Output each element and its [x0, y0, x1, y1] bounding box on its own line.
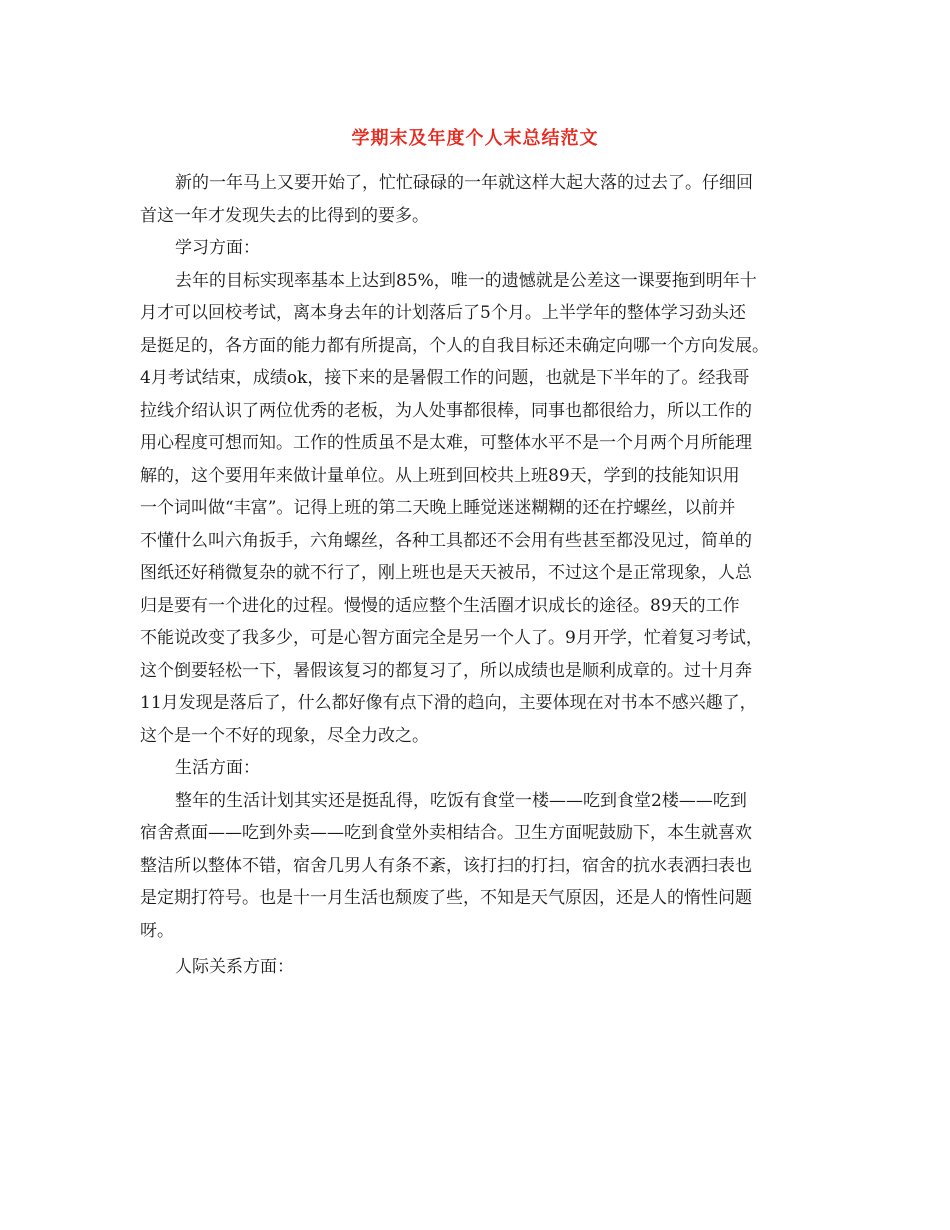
paragraph-line: 图纸还好稍微复杂的就不行了，刚上班也是天天被吊，不过这个是正常现象，人总: [140, 563, 752, 583]
paragraph-line: 归是要有一个进化的过程。慢慢的适应整个生活圈才识成长的途径。89天的工作: [140, 595, 740, 616]
paragraph-line: 整洁所以整体不错，宿舍几男人有条不紊，该打扫的打扫，宿舍的抗水表洒扫表也: [140, 855, 752, 876]
paragraph-line: 新的一年马上又要开始了，忙忙碌碌的一年就这样大起大落的过去了。仔细回: [175, 173, 753, 193]
paragraph-line: 11月发现是落后了，什么都好像有点下滑的趋向，主要体现在对书本不感兴趣了，: [140, 693, 757, 713]
paragraph-line: 用心程度可想而知。工作的性质虽不是太难，可整体水平不是一个月两个月所能理: [140, 433, 752, 453]
paragraph-line: 宿舍煮面——吃到外卖——吃到食堂外卖相结合。卫生方面呢鼓励下，本生就喜欢: [140, 823, 752, 843]
paragraph-line: 生活方面：: [175, 758, 260, 778]
paragraph-line: 首这一年才发现失去的比得到的要多。: [140, 205, 429, 226]
paragraph-line: 这个倒要轻松一下，暑假该复习的都复习了，所以成绩也是顺利成章的。过十月奔: [140, 660, 752, 681]
paragraph-line: 是挺足的，各方面的能力都有所提高，个人的自我目标还未确定向哪一个方向发展。: [140, 335, 769, 356]
paragraph-line: 人际关系方面：: [175, 957, 294, 977]
paragraph-line: 拉线介绍认识了两位优秀的老板，为人处事都很棒，同事也都很给力，所以工作的: [140, 400, 752, 421]
paragraph-line: 整年的生活计划其实还是挺乱得，吃饭有食堂一楼——吃到食堂2楼——吃到: [175, 790, 747, 811]
paragraph-line: 月才可以回校考试，离本身去年的计划落后了5个月。上半学年的整体学习劲头还: [140, 303, 746, 323]
paragraph-line: 4月考试结束，成绩ok，接下来的是暑假工作的问题，也就是下半年的了。经我哥: [140, 368, 750, 388]
paragraph-line: 这个是一个不好的现象，尽全力改之。: [140, 725, 429, 746]
paragraph-line: 学习方面：: [175, 238, 260, 258]
paragraph-line: 不能说改变了我多少，可是心智方面完全是另一个人了。9月开学，忙着复习考试，: [140, 628, 763, 648]
paragraph-line: 是定期打符号。也是十一月生活也颓废了些，不知是天气原因，还是人的惰性问题: [140, 888, 752, 908]
paragraph-line: 一个词叫做“丰富”。记得上班的第二天晚上睡觉迷迷糊糊的还在拧螺丝，以前并: [140, 498, 736, 518]
paragraph-line: 去年的目标实现率基本上达到85%，唯一的遗憾就是公差这一课要拖到明年十: [175, 270, 757, 291]
paragraph-line: 不懂什么叫六角扳手，六角螺丝，各种工具都还不会用有些甚至都没见过，简单的: [140, 530, 752, 551]
paragraph-line: 呀。: [140, 920, 174, 941]
paragraph-line: 解的，这个要用年来做计量单位。从上班到回校共上班89天，学到的技能知识用: [140, 465, 740, 486]
document-title: 学期末及年度个人末总结范文: [351, 128, 599, 149]
document-body: [140, 167, 820, 984]
